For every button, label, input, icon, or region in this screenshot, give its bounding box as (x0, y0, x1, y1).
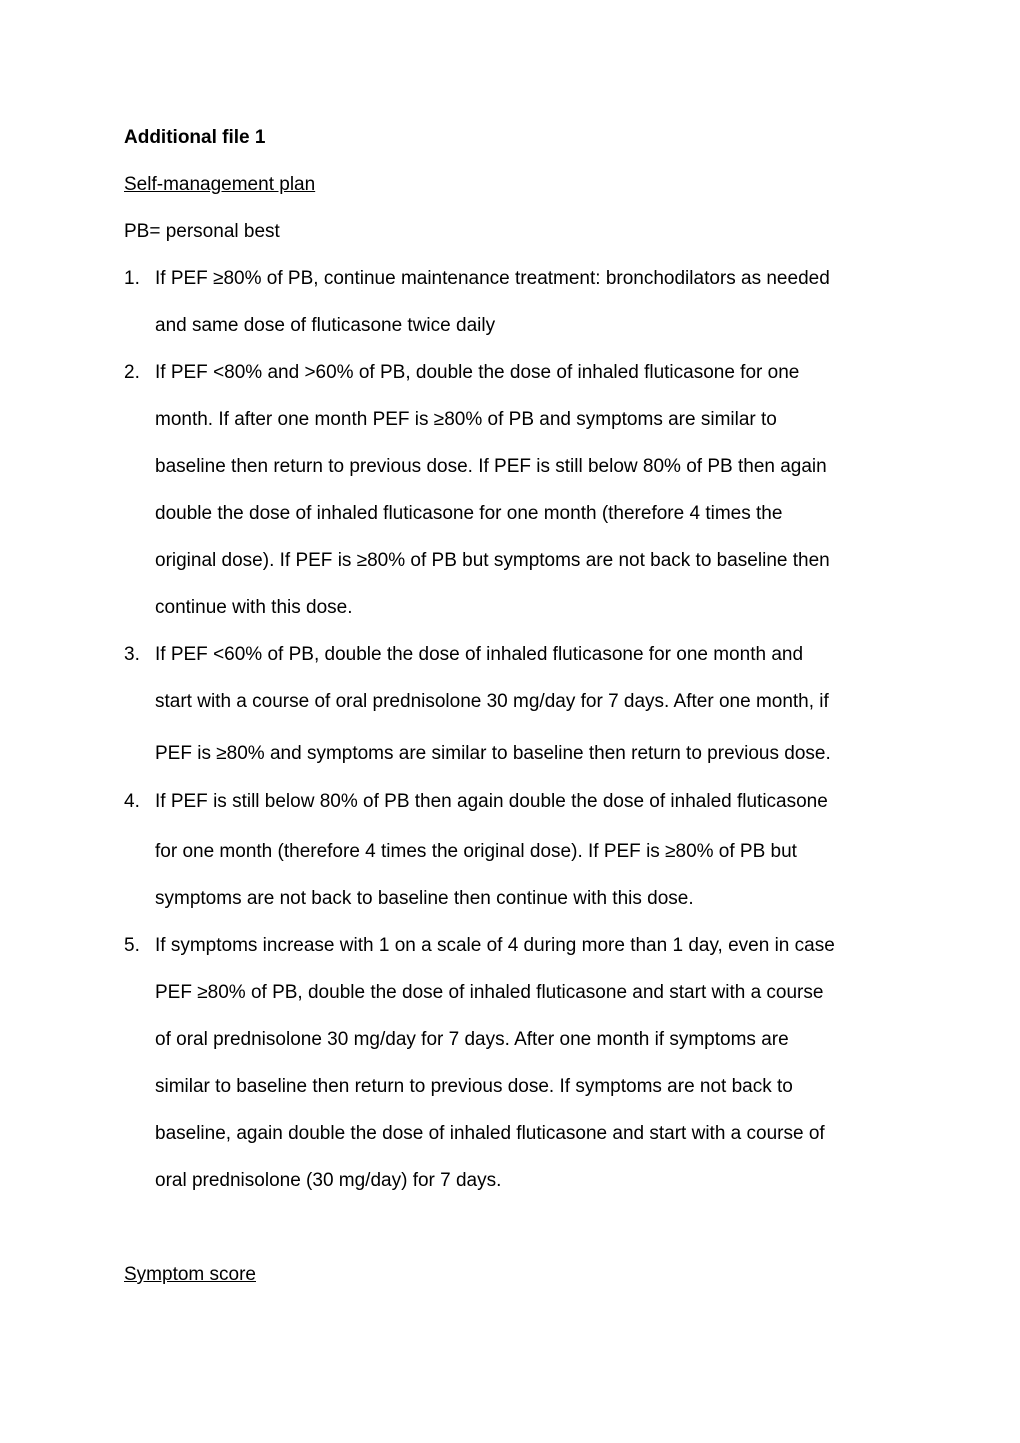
document-title: Additional file 1 (124, 127, 266, 148)
list-item-line: symptoms are not back to baseline then continue with this dose. (155, 888, 694, 909)
list-item-line: for one month (therefore 4 times the original dose). If PEF is ≥80% of PB but (155, 841, 797, 862)
list-item-line: If PEF <80% and >60% of PB, double the dose of inhaled fluticasone for one (155, 362, 800, 383)
document-page (124, 114, 904, 1298)
list-item-line: original dose). If PEF is ≥80% of PB but symptoms are not back to baseline then (155, 550, 830, 571)
list-item-line: double the dose of inhaled fluticasone for one month (therefore 4 times the (155, 503, 783, 524)
list-item-line: baseline then return to previous dose. If PEF is still below 80% of PB then again (155, 456, 827, 477)
list-item-line: continue with this dose. (155, 597, 353, 618)
numbered-list (124, 255, 904, 1204)
list-item-line: start with a course of oral prednisolone 30 mg/day for 7 days. After one month, if (155, 691, 829, 712)
list-item (124, 922, 904, 1204)
list-item-number: 3. (124, 644, 140, 665)
list-item-line: month. If after one month PEF is ≥80% of PB and symptoms are similar to (155, 409, 777, 430)
list-item-number: 1. (124, 268, 140, 289)
list-item-line: of oral prednisolone 30 mg/day for 7 days. After one month if symptoms are (155, 1029, 789, 1050)
list-item-line: PEF ≥80% of PB, double the dose of inhaled fluticasone and start with a course (155, 982, 824, 1003)
list-item-number: 4. (124, 791, 140, 812)
list-item (124, 255, 904, 349)
section-heading-symptom-score: Symptom score (124, 1264, 256, 1285)
list-item (124, 778, 904, 922)
list-item-line: If PEF ≥80% of PB, continue maintenance treatment: bronchodilators as needed (155, 268, 830, 289)
list-item (124, 631, 904, 777)
list-item-number: 5. (124, 935, 140, 956)
list-item-line: PEF is ≥80% and symptoms are similar to baseline then return to previous dose. (155, 743, 831, 764)
section-heading-self-management: Self-management plan (124, 174, 316, 195)
list-item-line: baseline, again double the dose of inhaled fluticasone and start with a course of (155, 1123, 825, 1144)
list-item-line: If symptoms increase with 1 on a scale of 4 during more than 1 day, even in case (155, 935, 835, 956)
list-item-number: 2. (124, 362, 140, 383)
list-item-line: If PEF <60% of PB, double the dose of inhaled fluticasone for one month and (155, 644, 804, 665)
list-item (124, 349, 904, 631)
definition-pb: PB= personal best (124, 221, 280, 242)
list-item-line: similar to baseline then return to previous dose. If symptoms are not back to (155, 1076, 793, 1097)
list-item-line: oral prednisolone (30 mg/day) for 7 days. (155, 1170, 502, 1191)
list-item-line: and same dose of fluticasone twice daily (155, 315, 496, 336)
list-item-line: If PEF is still below 80% of PB then again double the dose of inhaled fluticasone (155, 791, 828, 812)
